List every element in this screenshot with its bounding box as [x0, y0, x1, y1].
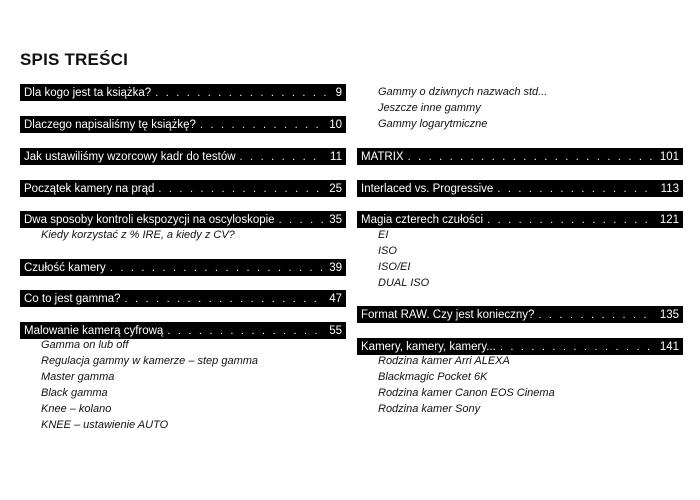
toc-entry-title: Interlaced vs. Progressive — [361, 182, 494, 195]
dot-leader — [497, 183, 654, 195]
toc-subentry[interactable]: ISO — [378, 245, 397, 257]
toc-entry-page: 55 — [329, 324, 342, 337]
toc-entry-title: Co to jest gamma? — [24, 292, 121, 305]
toc-subentry[interactable]: EI — [378, 229, 389, 241]
toc-entry[interactable] — [20, 148, 346, 165]
toc-entry-title: Format RAW. Czy jest konieczny? — [361, 308, 535, 321]
toc-subentry[interactable]: ISO/EI — [378, 261, 411, 273]
dot-leader — [200, 119, 323, 131]
dot-leader — [538, 309, 653, 321]
toc-entry-page: 35 — [329, 213, 342, 226]
toc-subentry[interactable]: Rodzina kamer Arri ALEXA — [378, 355, 510, 367]
toc-entry[interactable] — [20, 259, 346, 276]
toc-entry-page: 9 — [335, 86, 342, 99]
toc-entry[interactable] — [357, 211, 683, 228]
toc-entry-title: Kamery, kamery, kamery... — [361, 340, 496, 353]
toc-subentry[interactable]: Regulacja gammy w kamerze – step gamma — [41, 355, 259, 367]
toc-entry[interactable] — [20, 180, 346, 197]
toc-entry[interactable] — [357, 180, 683, 197]
toc-entry-page: 113 — [660, 182, 679, 195]
toc-entry-title: Malowanie kamerą cyfrową — [24, 324, 164, 337]
toc-entry-title: Magia czterech czułości — [361, 213, 484, 226]
page-title: SPIS TREŚCI — [20, 50, 129, 69]
toc-entry-title: Dla kogo jest ta książka? — [24, 86, 152, 99]
toc-entry-page: 121 — [659, 213, 679, 226]
toc-subentry[interactable]: Master gamma — [41, 371, 115, 383]
toc-entry-page: 39 — [329, 261, 342, 274]
toc-subentry[interactable]: Gammy logarytmiczne — [378, 118, 488, 130]
toc-entry-page: 10 — [329, 118, 342, 131]
toc-subentry[interactable]: Kiedy korzystać z % IRE, a kiedy z CV? — [41, 229, 235, 241]
toc-entry-page: 135 — [659, 308, 679, 321]
toc-entry[interactable] — [20, 84, 346, 101]
dot-leader — [167, 325, 323, 337]
toc-entry-page: 141 — [659, 340, 679, 353]
dot-leader — [500, 341, 654, 353]
toc-entry[interactable] — [357, 306, 683, 323]
dot-leader — [408, 151, 654, 163]
toc-subentry[interactable]: Gamma on lub off — [41, 339, 129, 351]
toc-subentry[interactable]: Knee – kolano — [41, 403, 112, 415]
toc-entry-title: Dwa sposoby kontroli ekspozycji na oscyloskopie — [24, 213, 275, 226]
dot-leader — [487, 214, 654, 226]
toc-subentry[interactable]: Blackmagic Pocket 6K — [378, 371, 488, 383]
toc-entry-title: MATRIX — [361, 150, 404, 163]
toc-entry-title: Czułość kamery — [24, 261, 106, 274]
dot-leader — [155, 87, 329, 99]
toc-entry-page: 25 — [329, 182, 342, 195]
toc-entry[interactable] — [357, 338, 683, 355]
toc-subentry[interactable]: Gammy o dziwnych nazwach std... — [378, 86, 548, 98]
toc-entry[interactable] — [20, 116, 346, 133]
toc-entry-page: 47 — [329, 292, 342, 305]
toc-subentry[interactable]: Rodzina kamer Canon EOS Cinema — [378, 387, 555, 399]
toc-subentry[interactable]: Rodzina kamer Sony — [378, 403, 481, 415]
toc-entry[interactable] — [20, 290, 346, 307]
toc-entry-title: Jak ustawiliśmy wzorcowy kadr do testów — [24, 150, 236, 163]
toc-entry-page: 11 — [330, 150, 342, 163]
dot-leader — [240, 151, 325, 163]
toc-entry-title: Początek kamery na prąd — [24, 182, 155, 195]
toc-entry[interactable] — [20, 322, 346, 339]
toc-entry-title: Dlaczego napisaliśmy tę książkę? — [24, 118, 196, 131]
dot-leader — [158, 183, 323, 195]
toc-subentry[interactable]: Jeszcze inne gammy — [378, 102, 481, 114]
toc-entry-page: 101 — [659, 150, 679, 163]
toc-subentry[interactable]: DUAL ISO — [378, 277, 430, 289]
toc-entry[interactable] — [20, 211, 346, 228]
toc-entry[interactable] — [357, 148, 683, 165]
toc-subentry[interactable]: KNEE – ustawienie AUTO — [41, 419, 169, 431]
dot-leader — [125, 293, 324, 305]
toc-subentry[interactable]: Black gamma — [41, 387, 108, 399]
dot-leader — [279, 214, 324, 226]
dot-leader — [110, 262, 323, 274]
